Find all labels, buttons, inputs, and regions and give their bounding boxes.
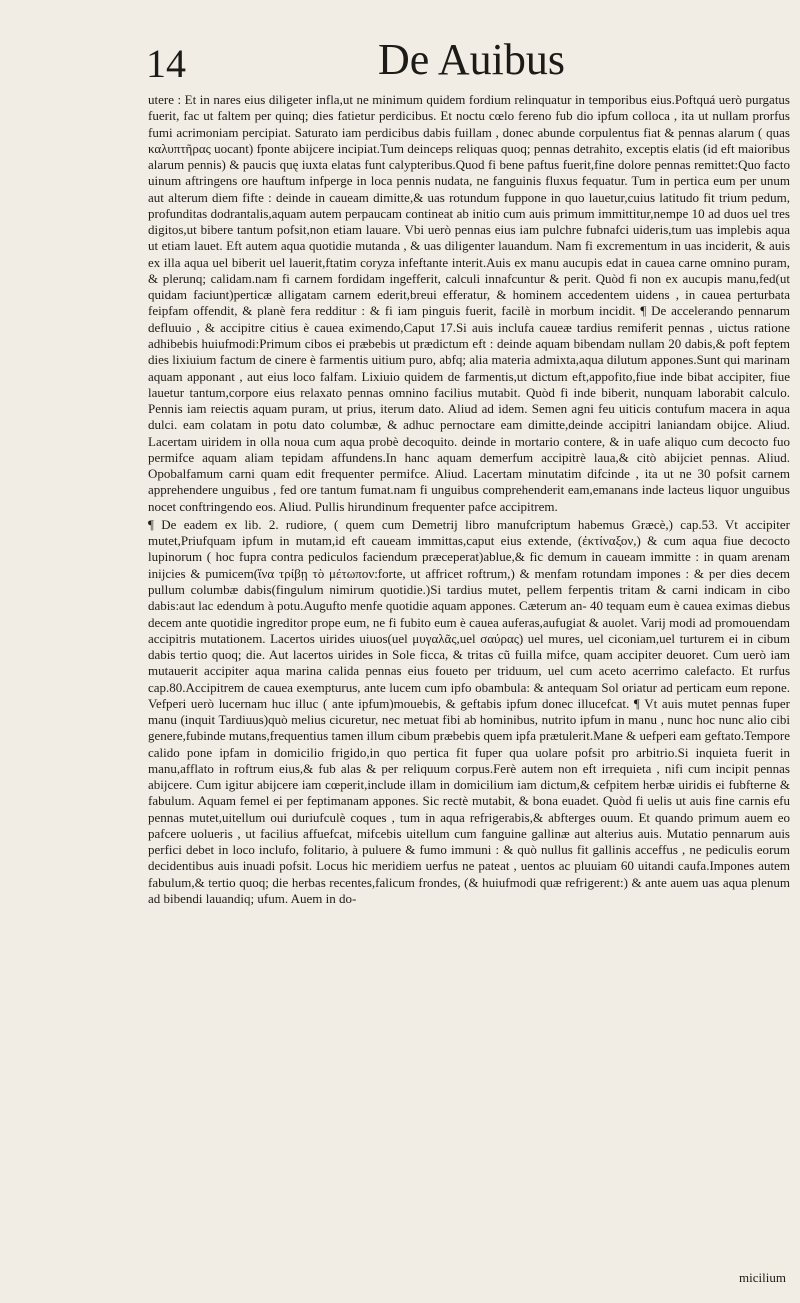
paragraph: utere : Et in nares eius diligeter infla,ut ne minimum quidem fordium relinquatur in temporibus eius.Poftquá uerò purgatus fuerit, fac ut faltem per quinq; dies fatietur perdicibus. Et noctu cœlo fereno fub dio ipfum colloca , ita ut nullam prorfus fumi acrimoniam percipiat. Saturato iam perdicibus dabis fuillam , donec abunde corpulentus fiat & pennas alarum ( quas καλυπτῆρας uocant) fponte abijcere incipiat.Tum deinceps reliquas quoq; pennas detrahito, exceptis elatis (id eft maioribus alarum pennis) & paucis quę iuxta elatas funt calypteribus.Quod fi bene paftus fuerit,fine dolore pennas remittet:Quo facto uinum aftringens ore hauftum infperge in loca pennis nudata, ne fanguinis fluxus fequatur. Tum in pertica eum per unum aut alterum diem fifte : deinde in caueam dimitte,& uas rotundum fuppone in quo lauetur,cuius latitudo fit trium pedum, profunditas dodrantalis,aquam autem perpaucam contineat ab initio cum auis primum immittitur,nempe 10 ad duos uel tres digitos,ut bibere tantum pofsit,non etiam lauare. Vbi uerò pennas eius iam pulchre fubnafci uideris,tum uas implebis aqua ut etiam lauet. Eft autem aqua quotidie mutanda , & uas diligenter lauandum. Nam fi excrementum in uas inciderit, & auis ex illa aqua uel biberit uel lauerit,ftatim coryza infeftante interit.Auis ex manu aucupis edat in cauea carne omnino puram, & plerunq; calidam.nam fi carnem fordidam ingefferit, calculi innafcuntur & perit. Quòd fi non ex aucupis manu,fed(ut quidam faciunt)perticæ alligatam carnem ederit,breui efferatur, & hominem accedentem uidens , in cauea perturbata feipfam offendit, & planè fera redditur : & fi iam pinguis fuerit, facilè in morbum incidit. ¶ De accelerando pennarum defluuio , & accipitre citius è cauea eximendo,Caput 17.Si auis inclufa caueæ tardius remiferit pennas , uictus ratione adhibebis huiufmodi:Primum cibos ei præbebis ut prædictum eft : deinde aquam bibendam nullam 20 dabis,& poft feptem dies lixiuium factum de cinere è farmentis uitium puro, abfq; alia materia admixta,aqua dilutum appones.Sunt qui marinam aquam apponant , aut eius loco falfam. Lixiuio quidem de farmentis,ut dictum eft,appofito,fiue inde bibat accipiter, fiue lauetur tantum,corpore eius relaxato pennas omnino facilius mutabit. Quòd fi inde biberit, nunquam laborabit calculo. Pennis iam reiectis aquam puram, ut prius, iterum dato. Aliud ad idem. Semen agni feu uiticis contufum macera in aqua dulci. eam colatam in potu dato columbæ, & adhuc pernoctare eam dimitte,deinde accipitri laniandam obijce. Aliud. Lacertam uiridem in olla noua cum aqua probè decoquito. deinde in mortario contere, & in uafe aliquo cum decocto fuo permifce aquam aliam tepidam affundens.In hanc aquam demerfum accipitrè laua,& citò abijciet pennas. Aliud. Opobalfamum carni quam edit frequenter permifce. Aliud. Lacertam minutatim difcinde , ita ut ne 30 pofsit carnem apprehendere unguibus , fed ore tantum fumat.nam fi unguibus comprehenderit eam,emanans inde lacteus liquor unguibus nocet conftringendo eos. Aliud. Pullis hirundinum frequenter pafce accipitrem.	[148, 92, 790, 514]
page-number: 14	[146, 41, 186, 86]
running-title: De Auibus	[378, 35, 565, 84]
body-text	[148, 92, 790, 907]
paragraph: ¶ De eadem ex lib. 2. rudiore, ( quem cum Demetrij libro manufcriptum habemus Græcè,) cap.53. Vt accipiter mutet,Priufquam ipfum in mutam,id eft caueam immittas,caput eius extende, (ἐκτίναξον,) & cum aqua fiue decocto lupinorum ( hoc fupra contra pediculos faciendum præceperat)ablue,& fic demum in caueam immitte : in quam arenam inijcies & pumicem(ἵνα τρίβῃ τὸ μέτωπον:forte, ut affricet roftrum,) & menfam rotundam impones : & per dies decem pullum columbæ dabis(fingulum nimirum quotidie.)Si tardius mutet, pellem ferpentis tritam & carni indicam in cibo dabis:aut lac edendum à potu.Augufto menfe quotidie aquam appones. Cæterum an- 40 tequam eum è cauea eximas diebus decem ante quotidie ingreditor prope eum, ne fi fubito eum è cauea auferas,aufugiat & auolet. Varij modi ad promouendam accipitris mutationem. Lacertos uirides uiuos(uel μυγαλᾶς,uel σαύρας) uel mures, uel ciconiam,uel turturem ei in cibum dabis tertio quoq; die. Aut lacertos uirides in Sole ficca, & tritas cũ fuilla mifce, quam accipiter deuoret. Cum uerò iam mutauerit accipiter aqua marina calida pennas eius foueto per triduum, uel cum aceto acerrimo calefacto. Et rurfus cap.80.Accipitrem de cauea exempturus, ante lucem cum ipfo obambula: & antequam Sol oriatur ad perticam eum repone. Vefperi uerò lucernam huc illuc ( ante ipfum)mouebis, & geftabis ipfum donec illucefcat. ¶ Vt auis mutet pennas fuper manu (inquit Tardiuus)quò melius cicuretur, nec metuat fibi ab hominibus, nutrito ipfum in manu , nunc hoc nunc alio cibi genere,fubinde mutans,frequentius tamen illum cibum præbebis quem ipfa prætulerit.Mane & uefperi eam geftato.Tempore calido pone ipfam in domicilio frigido,in quo pertica fit fuper qua uolare pofsit pro arbitrio.Si inquieta fuerit in manu,afflato in roftrum eius,& fub alas & per reliquum corpus.Ferè autem non eft irrequieta , nifi cum incipit pennas abijcere. Cum igitur abijcere iam cœperit,include illam in domicilium iam dictum,& cefpitem herbæ uiridis ei fubfterne & fabulum. Aquam femel ei per feptimanam appones. Sic rectè mutabit, & bona euadet. Quòd fi uelis ut auis fine carnis efu pennas mutet,uitellum oui duriufculè coques , tum in aqua refrigerabis,& abfterges ouum. Et quando primum auem eo pafcere uolueris , ut facilius affuefcat, mifcebis uitellum cum fanguine gallinæ aut alterius auis. Mutatio pennarum auis perfici debet in loco inclufo, folitario, à puluere & fumo immuni : & quò nullus fit gallinis acceffus , ne pediculis eorum decidentibus auis inuadi pofsit. Locus hic meridiem uerfus ne pateat , uentos ac pluuiam 60 uitandi caufa.Impones autem fabulum,& tertio quoq; die herbas recentes,falicum frondes, (& huiufmodi quæ refrigerent:) & ante auem uas aqua plenum ad bibendi lauandiq; ufum. Auem in do-	[148, 516, 790, 907]
catchword: micilium	[739, 1270, 786, 1285]
